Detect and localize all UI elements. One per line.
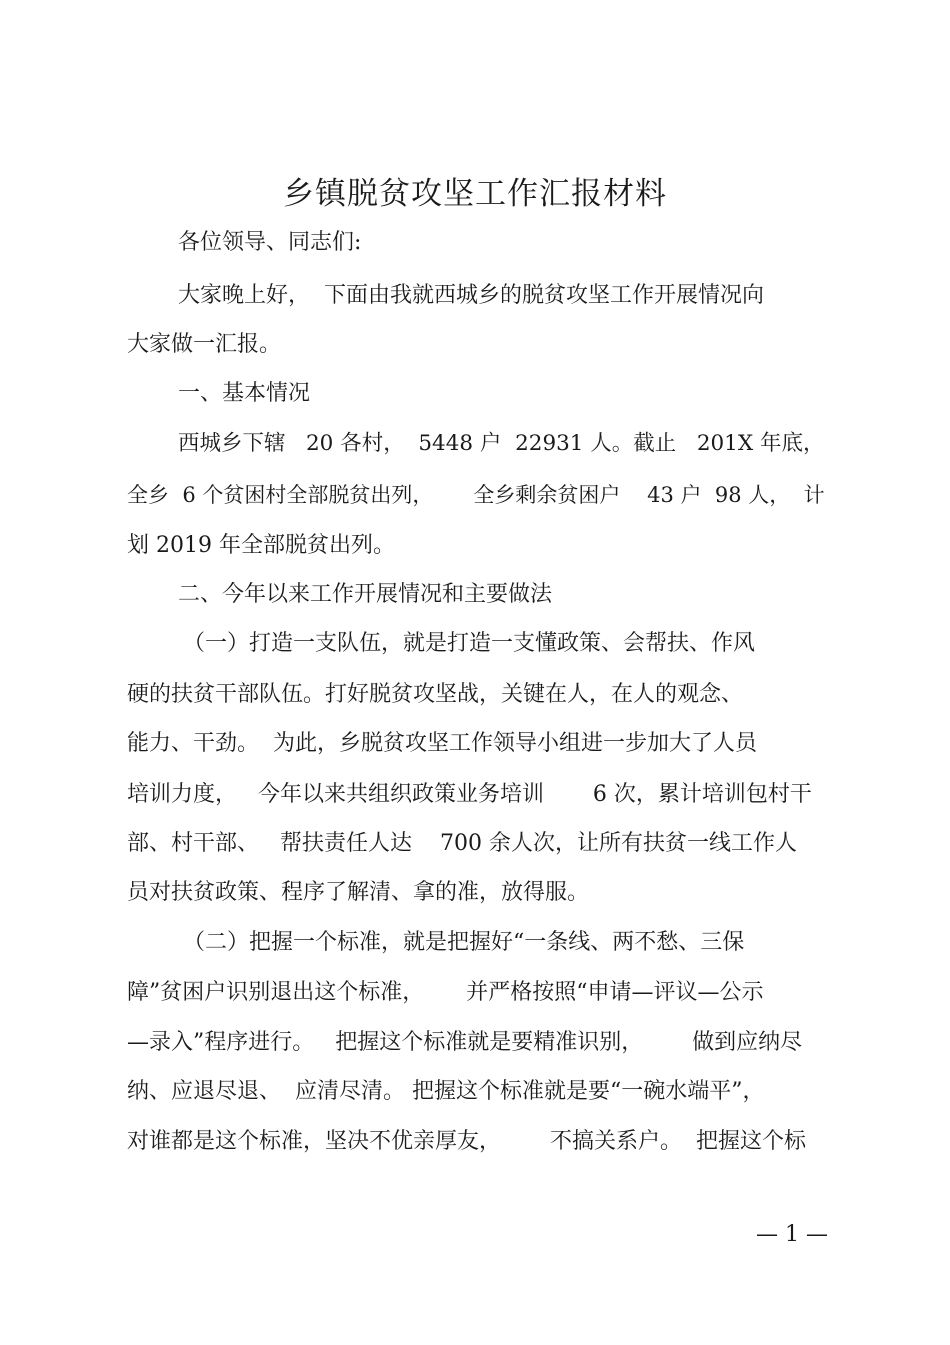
body-line: 部、村干部、 帮扶责任人达 700 余人次，让所有扶贫一线工作人 — [127, 831, 797, 856]
body-line: 大家晚上好， 下面由我就西城乡的脱贫攻坚工作开展情况向 — [178, 283, 764, 308]
document-title: 乡镇脱贫攻坚工作汇报材料 — [283, 176, 667, 212]
body-line: 对谁都是这个标准，坚决不优亲厚友， 不搞关系户。 把握这个标 — [127, 1129, 806, 1154]
body-line: 员对扶贫政策、程序了解清、拿的准，放得服。 — [127, 880, 590, 905]
body-line: 能力、干劲。 为此，乡脱贫攻坚工作领导小组进一步加大了人员 — [127, 731, 757, 756]
section-heading: 二、今年以来工作开展情况和主要做法 — [178, 582, 553, 607]
body-line: 西城乡下辖 20 各村， 5448 户 22931 人。截止 201X 年底， — [178, 431, 825, 456]
body-line: 硬的扶贫干部队伍。打好脱贫攻坚战，关键在人，在人的观念、 — [127, 682, 744, 707]
section-heading: 一、基本情况 — [178, 381, 311, 406]
body-line: 划 2019 年全部脱贫出列。 — [127, 533, 395, 558]
subsection-line: （一）打造一支队伍，就是打造一支懂政策、会帮扶、作风 — [183, 631, 756, 656]
body-line: —录入”程序进行。 把握这个标准就是要精准识别， 做到应纳尽 — [127, 1030, 803, 1055]
body-line: 障”贫困户识别退出这个标准， 并严格按照“申请—评议—公示 — [127, 980, 764, 1005]
body-line: 培训力度， 今年以来共组织政策业务培训 6 次，累计培训包村干 — [127, 782, 812, 807]
page-number: — 1 — — [756, 1222, 828, 1247]
body-line: 纳、应退尽退、 应清尽清。 把握这个标准就是要“一碗水端平”， — [127, 1079, 765, 1104]
salutation-line: 各位领导、同志们: — [178, 230, 362, 255]
body-line: 大家做一汇报。 — [127, 332, 282, 357]
subsection-line: （二）把握一个标准，就是把握好“一条线、两不愁、三保 — [183, 930, 745, 955]
body-line: 全乡 6 个贫困村全部脱贫出列， 全乡剩余贫困户 43 户 98 人， 计 — [127, 483, 825, 507]
